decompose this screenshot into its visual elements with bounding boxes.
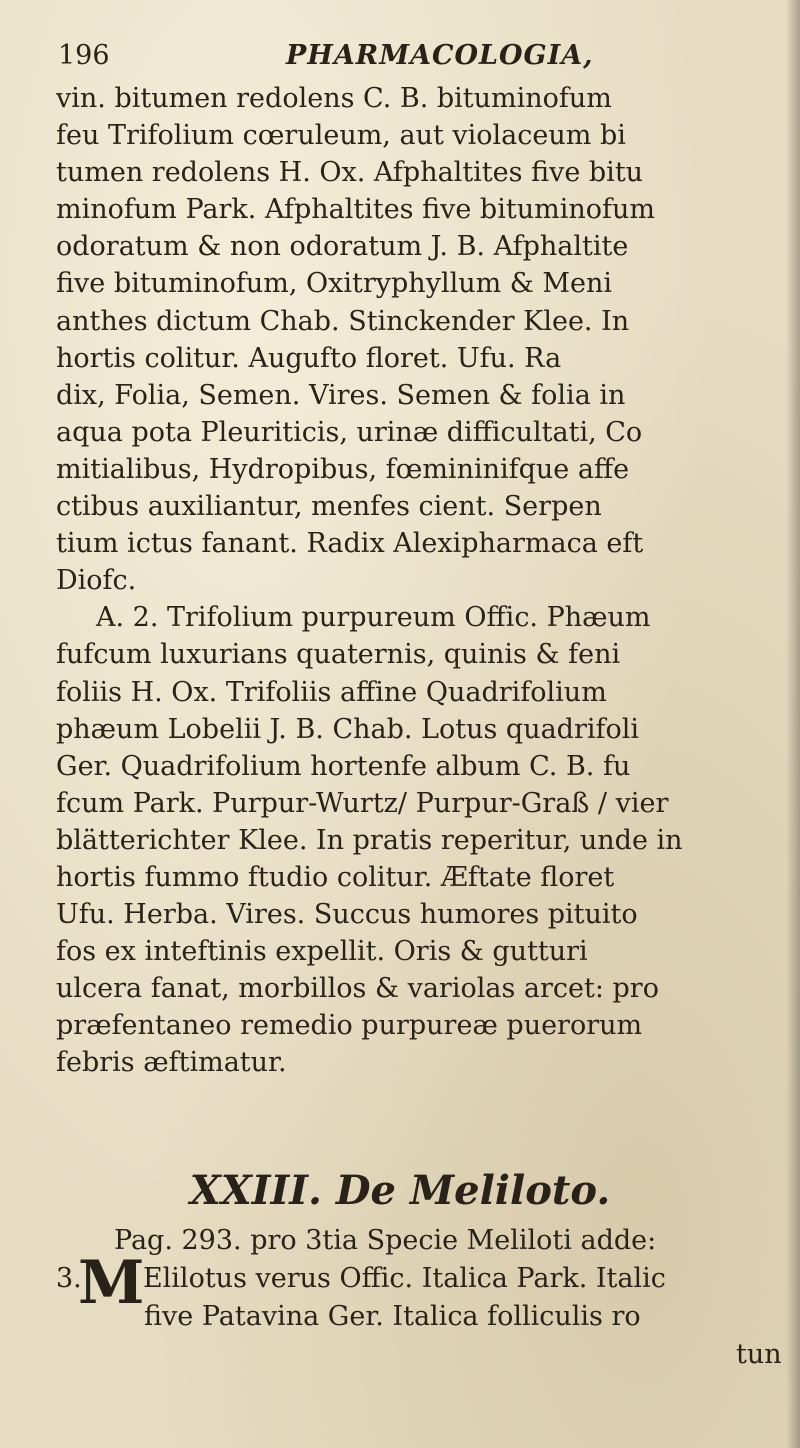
text-line: odoratum & non odoratum J. B. Afphaltite: [56, 231, 629, 263]
body-text: [56, 80, 796, 1082]
text-line: minofum Park. Afphaltites five bituminofum: [56, 194, 655, 226]
text-line: ctibus auxiliantur, menfes cient. Serpen: [56, 491, 602, 523]
text-line: Ger. Quadrifolium hortenfe album C. B. fu: [56, 750, 631, 782]
running-title: PHARMACOLOGIA,: [286, 40, 594, 71]
text-line: A. 2. Trifolium purpureum Offic. Phæum: [96, 602, 651, 634]
item-number: 3.: [56, 1263, 82, 1294]
text-line: fufcum luxurians quaternis, quinis & feni: [56, 639, 621, 671]
text-line: tium ictus fanant. Radix Alexipharmaca eft: [56, 528, 644, 560]
text-line: feu Trifolium cœruleum, aut violaceum bi: [56, 120, 626, 152]
text-line: præfentaneo remedio purpureæ puerorum: [56, 1010, 643, 1042]
text-line: febris æftimatur.: [56, 1047, 287, 1079]
section-number: XXIII.: [189, 1167, 322, 1214]
drop-capital: M: [78, 1248, 145, 1318]
text-line: dix, Folia, Semen. Vires. Semen & folia in: [56, 379, 626, 411]
text-line: Diofc.: [56, 565, 137, 597]
text-line: fos ex inteftinis expellit. Oris & gutturi: [56, 936, 588, 968]
text-line: tun: [736, 1339, 782, 1370]
text-line: blätterichter Klee. In pratis reperitur, unde in: [56, 824, 683, 856]
text-line: vin. bitumen redolens C. B. bituminofum: [56, 83, 612, 114]
text-line: fcum Park. Purpur-Wurtz/ Purpur-Graß / vier: [56, 787, 669, 819]
page-header: [58, 40, 788, 80]
text-line: five bituminofum, Oxitryphyllum & Meni: [56, 268, 613, 300]
text-fragment: Elilotus verus Offic. Italica Park. Italic: [142, 1263, 666, 1294]
text-line: foliis H. Ox. Trifoliis affine Quadrifolium: [56, 676, 607, 708]
text-line: tumen redolens H. Ox. Afphaltites five bitu: [56, 157, 644, 189]
text-line: mitialibus, Hydropibus, fœmininifque affe: [56, 453, 630, 485]
section-title: De Meliloto.: [335, 1167, 611, 1214]
page-number: 196: [58, 40, 110, 71]
text-line: anthes dictum Chab. Stinckender Klee. In: [56, 305, 630, 337]
text-line: [56, 1260, 796, 1298]
text-line: phæum Lobelii J. B. Chab. Lotus quadrifoli: [56, 713, 640, 745]
text-line: Ufu. Herba. Vires. Succus humores pituito: [56, 899, 638, 931]
text-line: Pag. 293. pro 3tia Specie Meliloti adde:: [114, 1225, 657, 1256]
text-line: aqua pota Pleuriticis, urinæ difficultati, Co: [56, 416, 643, 448]
section-text: [56, 1222, 796, 1374]
section-heading: [0, 1165, 800, 1217]
text-line: ulcera fanat, morbillos & variolas arcet: pro: [56, 973, 659, 1005]
text-line: hortis fummo ftudio colitur. Æftate floret: [56, 861, 615, 893]
text-line: hortis colitur. Augufto floret. Ufu. Ra: [56, 342, 562, 374]
text-line: five Patavina Ger. Italica folliculis ro: [144, 1301, 641, 1332]
